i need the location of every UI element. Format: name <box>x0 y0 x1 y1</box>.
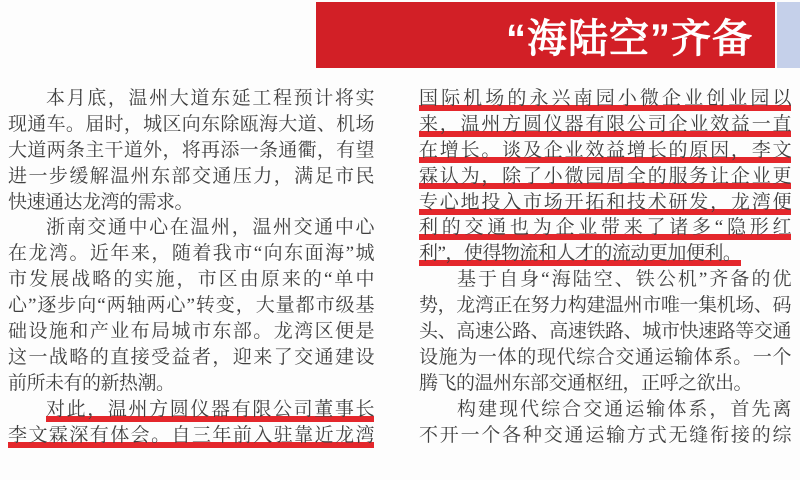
text-line <box>8 215 374 241</box>
line-text: 设施为一体的现代综合交通运输体系。一个 <box>419 346 791 368</box>
line-text: 市发展战略的实施，市区由原来的“单中 <box>8 269 374 291</box>
text-line <box>8 138 374 164</box>
text-line <box>8 293 374 319</box>
line-text: 势，龙湾正在努力构建温州市唯一集机场、码 <box>419 295 791 317</box>
underlined-line-text: 在增长。谈及企业效益增长的原因，李文 <box>419 139 791 161</box>
text-line <box>419 86 791 112</box>
underlined-line-text: 来，温州方圆仪器有限公司企业效益一直 <box>419 113 791 135</box>
underlined-line-text: 李文霖深有体会。自三年前入驻靠近龙湾 <box>8 424 374 446</box>
text-line <box>8 267 374 293</box>
text-line <box>419 423 791 449</box>
text-line <box>419 112 791 138</box>
line-text: 腾飞的温州东部交通枢纽，正呼之欲出。 <box>419 372 753 394</box>
line-text: 浙南交通中心在温州，温州交通中心 <box>46 217 374 239</box>
line-text: 现通车。届时，城区向东除瓯海大道、机场 <box>8 113 374 135</box>
line-text: 础设施和产业布局城市东部。龙湾区便是 <box>8 321 374 343</box>
text-line <box>419 345 791 371</box>
text-line <box>8 241 374 267</box>
line-text: 大道两条主干道外，将再添一条通衢，有望 <box>8 139 374 161</box>
underlined-line-text: 霖认为，除了小微园周全的服务让企业更 <box>419 165 791 187</box>
text-line <box>8 112 374 138</box>
line-text: 前所未有的新热潮。 <box>8 372 175 394</box>
underlined-line-text: 国际机场的永兴南园小微企业创业园以 <box>419 88 791 109</box>
text-line <box>419 293 791 319</box>
text-line <box>419 267 791 293</box>
headline-banner <box>316 2 775 68</box>
line-text: 基于自身“海陆空、铁公机”齐备的优 <box>457 269 791 291</box>
text-line <box>8 371 374 397</box>
underlined-line-text: 利的交通也为企业带来了诸多“隐形红 <box>419 217 791 239</box>
text-line <box>8 397 374 423</box>
line-text: 这一战略的直接受益者，迎来了交通建设 <box>8 346 374 368</box>
right-column <box>419 86 791 448</box>
text-line <box>419 190 791 216</box>
text-line <box>419 397 791 423</box>
left-column <box>8 86 374 448</box>
text-line <box>8 345 374 371</box>
underlined-line-text: 专心地投入市场开拓和技术研发，龙湾便 <box>419 191 791 213</box>
text-line <box>419 371 791 397</box>
text-line <box>8 190 374 216</box>
line-text: 心”逐步向“两轴两心”转变，大量都市级基 <box>8 295 374 317</box>
text-line <box>8 86 374 112</box>
underlined-line-text: 利”，使得物流和人才的流动更加便利。 <box>419 243 742 265</box>
line-text: 头、高速公路、高速铁路、城市快速路等交通 <box>419 321 791 343</box>
text-line <box>419 138 791 164</box>
line-text: 不开一个各种交通运输方式无缝衔接的综 <box>419 424 791 446</box>
line-text: 构建现代综合交通运输体系，首先离 <box>457 398 791 420</box>
text-line <box>419 215 791 241</box>
text-line <box>8 164 374 190</box>
text-line <box>8 319 374 345</box>
underlined-line-text: 对此，温州方圆仪器有限公司董事长 <box>46 398 374 420</box>
decorative-side-strip <box>777 2 800 68</box>
text-line <box>8 423 374 449</box>
line-text: 进一步缓解温州东部交通压力，满足市民 <box>8 165 374 187</box>
text-line <box>419 319 791 345</box>
line-text: 本月底，温州大道东延工程预计将实 <box>46 88 374 109</box>
headline-text: “海陆空”齐备 <box>506 16 753 61</box>
line-text: 快速通达龙湾的需求。 <box>8 191 194 213</box>
line-text: 在龙湾。近年来，随着我市“向东面海”城 <box>8 243 374 265</box>
text-line <box>419 241 791 267</box>
text-line <box>419 164 791 190</box>
